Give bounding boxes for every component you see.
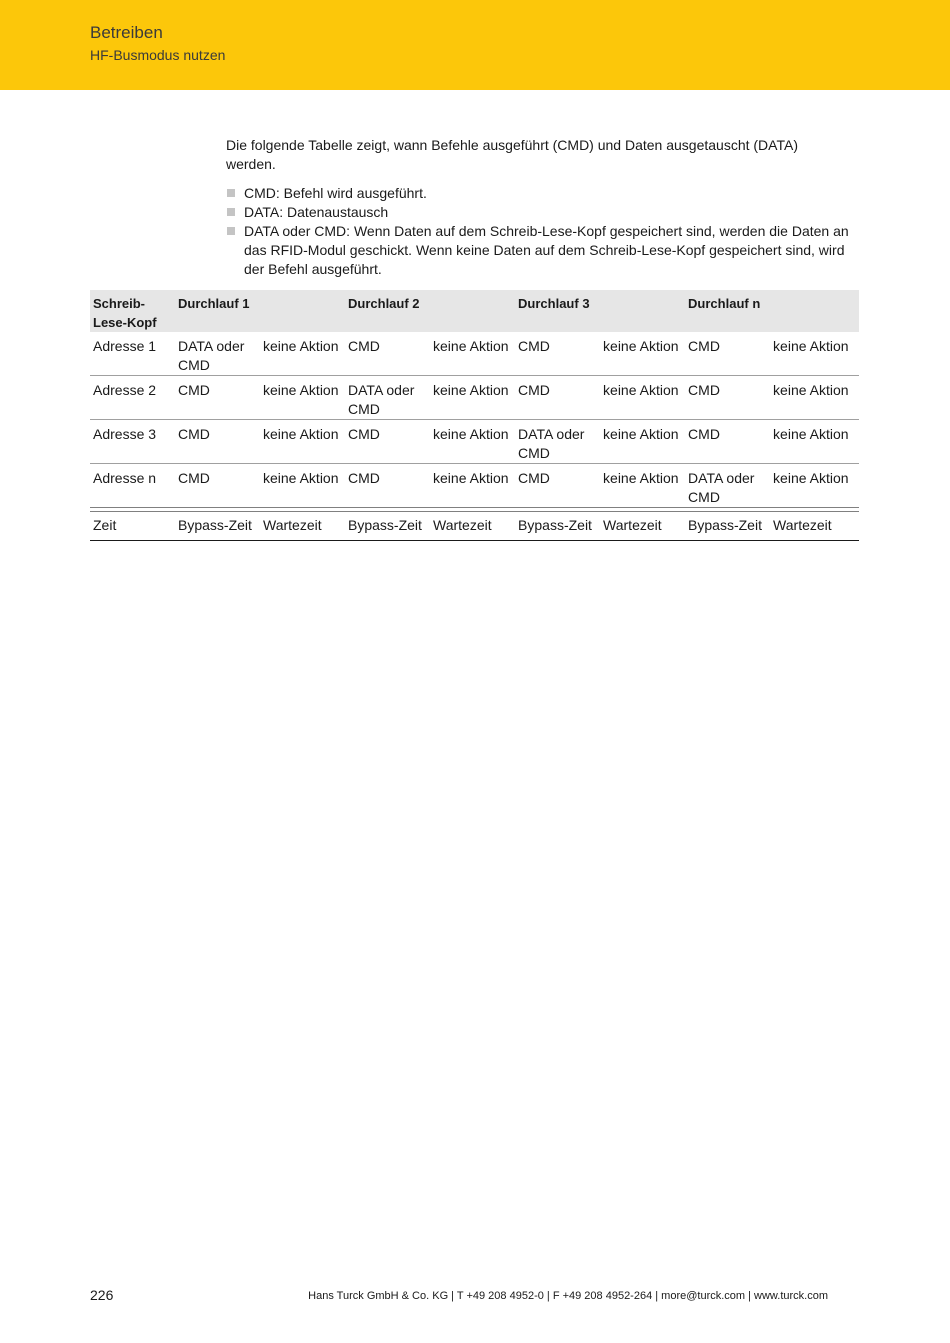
table-header-row (90, 290, 859, 332)
table-cell: CMD (515, 332, 600, 376)
table-cell: keine Aktion (260, 464, 345, 508)
header-band (0, 0, 950, 90)
header-cell: Durchlauf 3 (515, 290, 685, 332)
table-cell: CMD (685, 376, 770, 420)
table-cell: CMD (515, 376, 600, 420)
table-cell: keine Aktion (260, 332, 345, 376)
table-cell: keine Aktion (260, 420, 345, 464)
table-cell: Wartezeit (260, 512, 345, 541)
table-cell: keine Aktion (600, 464, 685, 508)
bullet-square-icon (227, 208, 235, 216)
table-cell: keine Aktion (770, 464, 859, 508)
table-row (90, 376, 859, 420)
table-cell: keine Aktion (600, 332, 685, 376)
footer-contact: Hans Turck GmbH & Co. KG | T +49 208 4952-0 | F +49 208 4952-264 | more@turck.com | www.turck.com (308, 1290, 828, 1302)
table-row (90, 332, 859, 376)
table-cell: Adresse 2 (90, 376, 175, 420)
table-cell: Bypass-Zeit (685, 512, 770, 541)
table-cell: Bypass-Zeit (515, 512, 600, 541)
header-cell: Durchlauf n (685, 290, 859, 332)
table-cell: CMD (175, 420, 260, 464)
table-cell: Zeit (90, 512, 175, 541)
table-cell: keine Aktion (600, 376, 685, 420)
table-cell: keine Aktion (430, 376, 515, 420)
table-cell: Bypass-Zeit (175, 512, 260, 541)
table-cell: CMD (515, 464, 600, 508)
list-item: CMD: Befehl wird ausgeführt. (226, 184, 858, 203)
time-row (90, 512, 859, 541)
table-cell: DATA oder CMD (685, 464, 770, 508)
chapter-title: Betreiben (90, 23, 163, 42)
table-cell: Adresse n (90, 464, 175, 508)
table-cell: DATA oder CMD (515, 420, 600, 464)
table-cell: keine Aktion (770, 376, 859, 420)
table-cell: keine Aktion (770, 332, 859, 376)
header-cell: Schreib-Lese-Kopf (90, 290, 175, 332)
table-cell: CMD (685, 420, 770, 464)
header-cell: Durchlauf 1 (175, 290, 345, 332)
table-row (90, 464, 859, 508)
table-cell: keine Aktion (770, 420, 859, 464)
table-cell: keine Aktion (430, 464, 515, 508)
table-cell: keine Aktion (430, 420, 515, 464)
table-cell: CMD (345, 464, 430, 508)
section-subtitle: HF-Busmodus nutzen (90, 47, 226, 63)
table-cell: Adresse 1 (90, 332, 175, 376)
table-cell: Wartezeit (770, 512, 859, 541)
list-item: DATA: Datenaustausch (226, 203, 858, 222)
page-number: 226 (90, 1287, 114, 1303)
timing-table (90, 290, 859, 541)
table-cell: Bypass-Zeit (345, 512, 430, 541)
bullet-square-icon (227, 189, 235, 197)
intro-paragraph: Die folgende Tabelle zeigt, wann Befehle ausgeführt (CMD) und Daten ausgetauscht (DATA) werden. (226, 137, 798, 172)
list-item: DATA oder CMD: Wenn Daten auf dem Schreib-Lese-Kopf gespeichert sind, werden die Daten an das RFID-Modul geschickt. Wenn keine Daten auf dem Schreib-Lese-Kopf gespeichert sind, wird der Befehl ausgeführt. (226, 222, 858, 279)
table-cell: CMD (685, 332, 770, 376)
table-cell: Wartezeit (600, 512, 685, 541)
header-cell: Durchlauf 2 (345, 290, 515, 332)
bullet-list (226, 184, 858, 279)
table-cell: keine Aktion (430, 332, 515, 376)
table-cell: DATA oder CMD (175, 332, 260, 376)
table-cell: keine Aktion (260, 376, 345, 420)
table-cell: Adresse 3 (90, 420, 175, 464)
bullet-square-icon (227, 227, 235, 235)
table-row (90, 420, 859, 464)
table-cell: DATA oder CMD (345, 376, 430, 420)
table-cell: Wartezeit (430, 512, 515, 541)
table-cell: CMD (345, 332, 430, 376)
table-cell: keine Aktion (600, 420, 685, 464)
table-cell: CMD (175, 464, 260, 508)
table-cell: CMD (175, 376, 260, 420)
table-cell: CMD (345, 420, 430, 464)
